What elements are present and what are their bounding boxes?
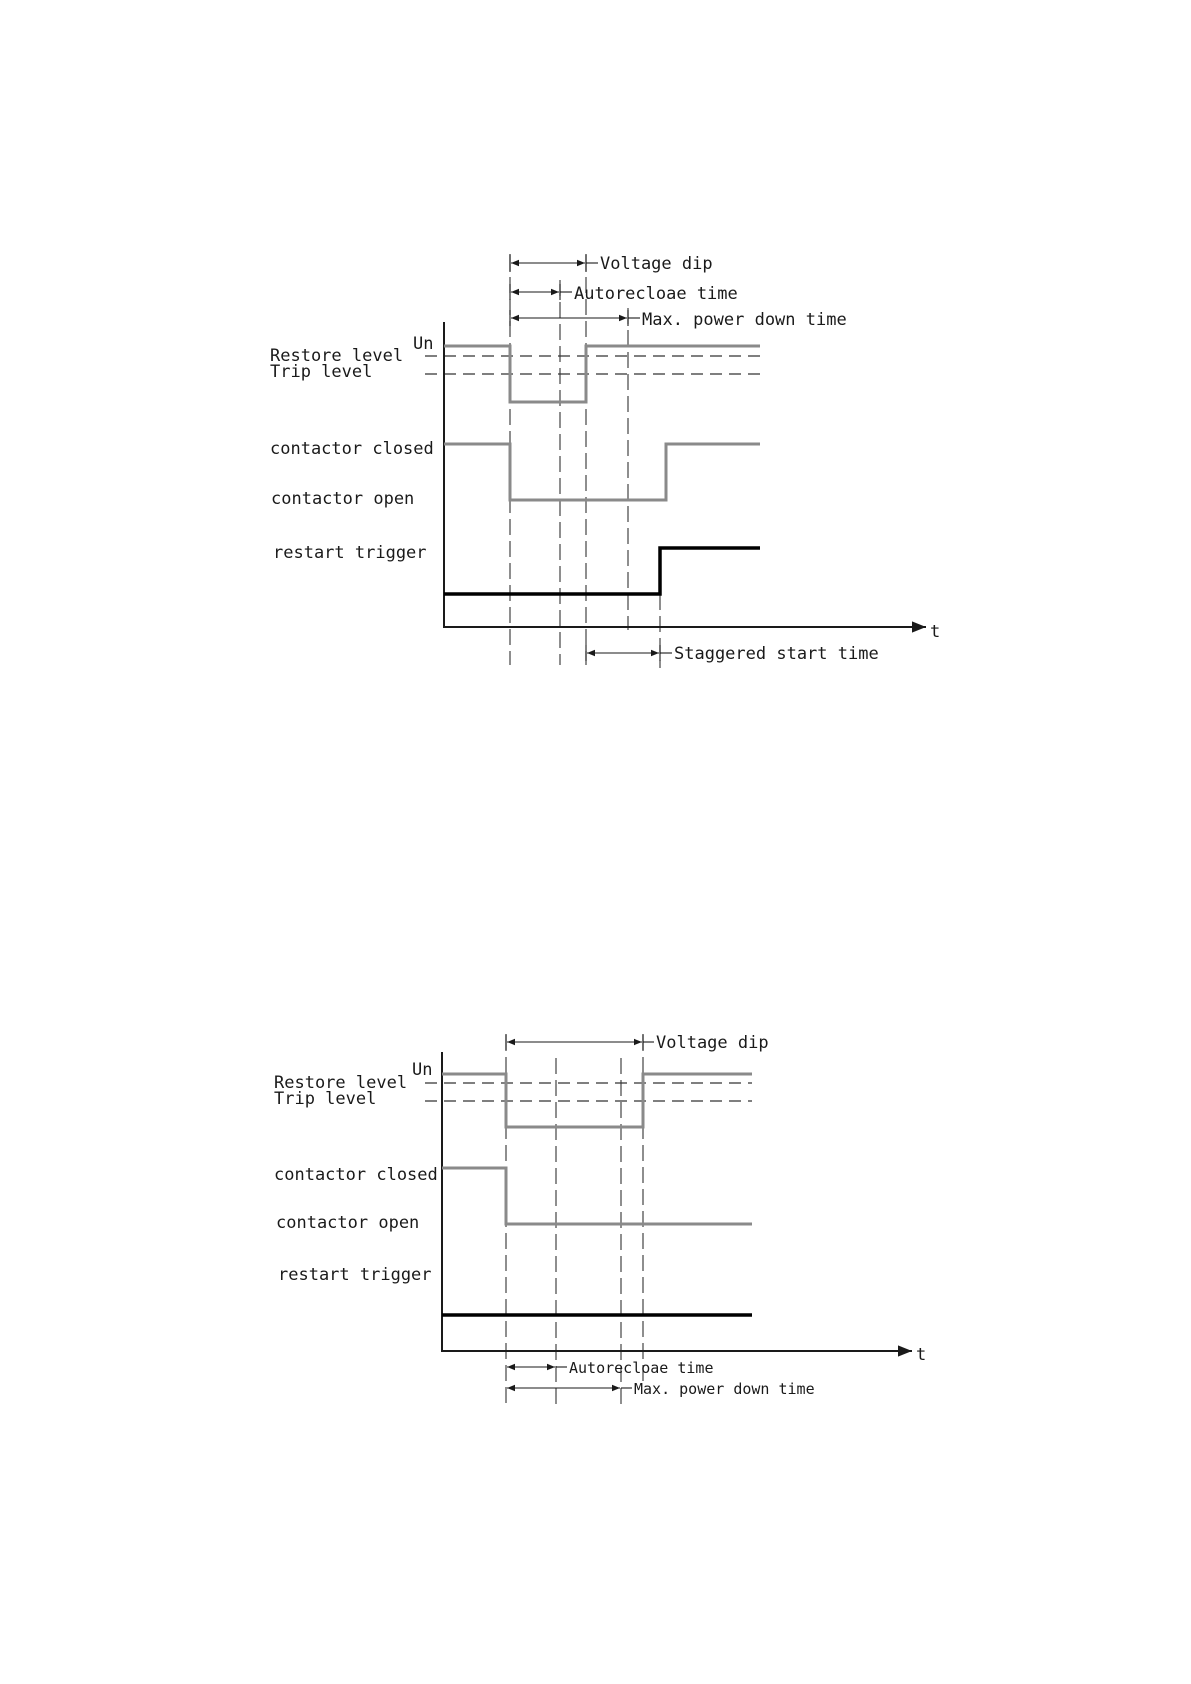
restart-trigger-signal [444, 548, 760, 594]
contactor-signal [444, 444, 760, 500]
staggered-start-label: Staggered start time [674, 644, 879, 664]
voltage-dip-label: Voltage dip [656, 1033, 769, 1053]
max-power-down-label: Max. power down time [642, 310, 847, 330]
contactor-signal [442, 1168, 752, 1224]
contactor-closed-label: contactor closed [274, 1165, 438, 1185]
contactor-open-label: contactor open [276, 1213, 420, 1233]
axis-t-label: t [916, 1345, 927, 1365]
max-power-down-label: Max. power down time [634, 1380, 815, 1398]
restart-trigger-label: restart trigger [273, 543, 427, 563]
un-label: Un [413, 334, 434, 354]
axis-t-label: t [930, 622, 941, 642]
autoreclose-label: Autorecloae time [574, 284, 738, 304]
restore-level-label: Restore level [274, 1073, 408, 1093]
trip-level-label: Trip level [270, 362, 373, 382]
contactor-closed-label: contactor closed [270, 439, 434, 459]
restart-trigger-label: restart trigger [278, 1265, 432, 1285]
trip-level-label: Trip level [274, 1089, 377, 1109]
contactor-open-label: contactor open [271, 489, 415, 509]
autoreclose-label: Autorecloae time [569, 1359, 714, 1377]
un-label: Un [412, 1060, 433, 1080]
diagram-with-restart [270, 254, 940, 668]
diagram-without-restart [274, 1033, 926, 1405]
restore-level-label: Restore level [270, 346, 404, 366]
voltage-dip-label: Voltage dip [600, 254, 713, 274]
